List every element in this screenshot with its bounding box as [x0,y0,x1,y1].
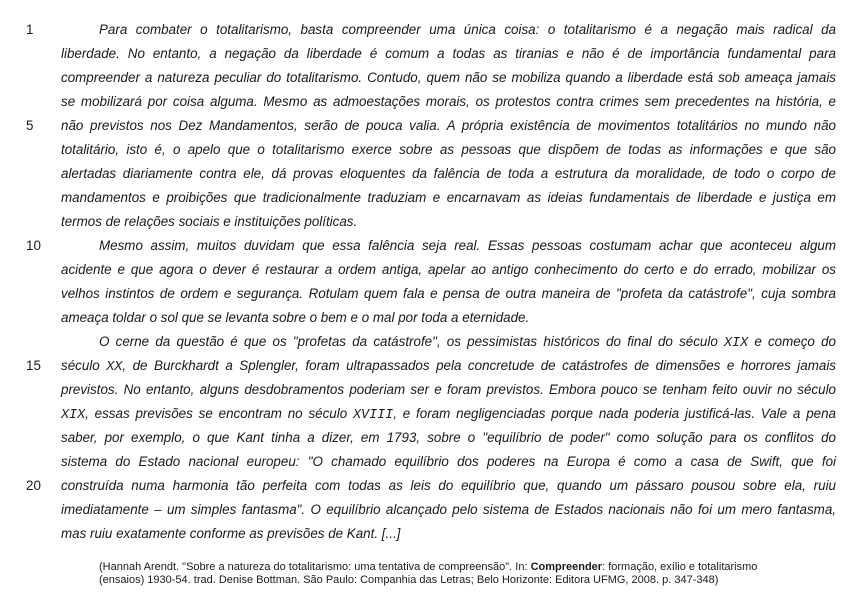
text-line: mas ruiu exatamente conforme as previsões de Kant. [...] [61,526,401,541]
citation-book-title: Compreender [530,561,603,573]
line-number-5: 5 [26,118,34,133]
text-span: século [61,358,100,373]
citation-line-2: (ensaios) 1930-54. trad. Denise Bottman. São Paulo: Companhia das Letras; Belo Horizonte: Editora UFMG, 2008. p. 347-348) [99,574,719,586]
line-number-20: 20 [26,478,41,493]
text-line: compreender a natureza peculiar do totalitarismo. Contudo, quem não se mobiliza quando a liberdade está sob ameaça jamais [61,70,836,85]
text-line: Para combater o totalitarismo, basta compreender uma única coisa: o totalitarismo é a negação mais radical da [99,22,836,37]
text-line: se mobilizará por coisa alguma. Mesmo as admoestações morais, os protestos contra crimes sem precedentes na história, e [61,94,836,109]
line-number-15: 15 [26,358,41,373]
text-line: saber, por exemplo, o que Kant tinha a dizer, em 1793, sobre o "equilíbrio de poder" como solução para os conflitos do [61,430,836,445]
citation-text: (Hannah Arendt. "Sobre a natureza do totalitarismo: uma tentativa de compreensão". In: [99,561,531,573]
text-line: não previstos nos Dez Mandamentos, serão de pouca valia. A própria existência de movimentos totalitários no mundo não [61,118,836,133]
roman-numeral: XX [106,360,123,375]
text-line: imediatamente – um simples fantasma". O equilíbrio alcançado pelo sistema de Estados nacionais não foi um mero fantasma, [61,502,836,517]
roman-numeral: XVIII [353,408,394,423]
text-line [61,405,836,425]
line-number-10: 10 [26,238,41,253]
text-line: velhos instintos de ordem e segurança. Rotulam quem fala e pensa de outra maneira de "profeta da catástrofe", cuja sombra [61,286,836,301]
text-line: totalitário, isto é, o apelo que o totalitarismo exerce sobre as pessoas que dispõem de todas as informações e que são [61,142,836,157]
text-line: mandamentos e proibições que tradicionalmente traduziam e encarnavam as ideias fundamentais de liberdade e justiça em [61,190,836,205]
citation [99,561,839,587]
text-line: termos de relações sociais e instituições políticas. [61,214,358,229]
roman-numeral: XIX [61,408,86,423]
roman-numeral: XIX [724,336,749,351]
text-span: e começo do [754,334,836,349]
text-line [99,333,836,353]
text-line: construída numa harmonia tão perfeita com todas as leis do equilíbrio que, quando um pássaro pousou sobre ela, ruiu [61,478,836,493]
text-line: previstos. No entanto, alguns desdobramentos poderiam ser e foram previstos. Embora pouco se tenham feito ouvir no século [61,382,836,397]
citation-line-1 [99,561,839,574]
text-line: liberdade. No entanto, a negação da liberdade é comum a todas as tiranias e não é de importância fundamental para [61,46,836,61]
text-line [61,357,836,377]
text-line: sistema do Estado nacional europeu: "O chamado equilíbrio dos poderes na Europa é como a casa de Swift, que foi [61,454,836,469]
text-span: , de Burckhardt a Splengler, foram ultrapassados pela concretude de catástrofes de dimensões e horrores jamais [122,358,836,373]
line-number-1: 1 [26,22,34,37]
text-span: , essas previsões se encontram no século [85,406,348,421]
citation-text: : formação, exílio e totalitarismo [602,561,758,573]
text-line: acidente e que agora o dever é restaurar a ordem antiga, apelar ao antigo conhecimento do certo e do errado, mobilizar os [61,262,836,277]
text-span: , e foram negligenciadas porque nada poderia justificá-las. Vale a pena [393,406,836,421]
text-line: alertadas diariamente contra ele, dá provas eloquentes da falência de toda a estrutura da moralidade, de todo o corpo de [61,166,836,181]
text-span: O cerne da questão é que os "profetas da catástrofe", os pessimistas históricos do final do século [99,334,718,349]
text-line: ameaça toldar o sol que se levanta sobre o bem e o mal por toda a eternidade. [61,310,530,325]
text-line: Mesmo assim, muitos duvidam que essa falência seja real. Essas pessoas costumam achar que aconteceu algum [99,238,836,253]
